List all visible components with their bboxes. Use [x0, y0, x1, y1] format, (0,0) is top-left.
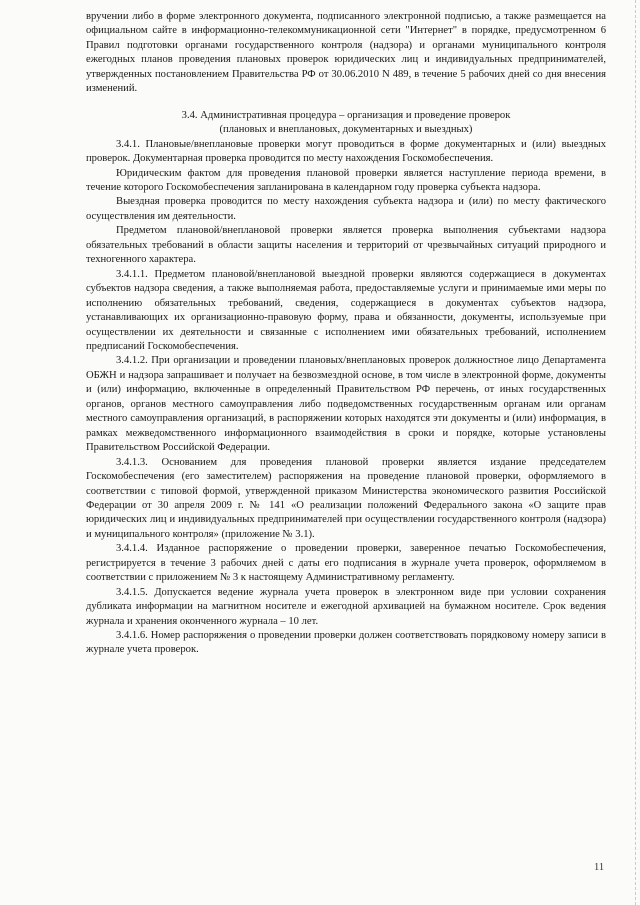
paragraph-legal-fact: Юридическим фактом для проведения плановой проверки является наступление периода времени, в течение которого Госкомобеспечения запланирована в календарном году проверка субъекта надзора.	[86, 167, 606, 193]
paragraph-3-4-1-6: 3.4.1.6. Номер распоряжения о проведении проверки должен соответствовать порядковому номеру записи в журнале учета проверок.	[86, 630, 606, 656]
paragraph-3-4-1-5: 3.4.1.5. Допускается ведение журнала учета проверок в электронном виде при условии сохранения дубликата информации на магнитном носителе и ежегодной архивацией на бумажном носителе. Срок ведения журнала и хранения оконченного журнала – 10 лет.	[86, 586, 606, 627]
paragraph-onsite-inspection: Выездная проверка проводится по месту нахождения субъекта надзора и (или) по месту фактического осуществления им деятельности.	[86, 196, 606, 222]
paragraph-3-4-1-1: 3.4.1.1. Предметом плановой/внеплановой выездной проверки являются содержащиеся в документах субъектов надзора сведения, а также выполняемая работа, предоставляемые услуги и принимаемые ими меры по исполнению обязательных требований, сведения, содержащиеся в документах субъектов надзора, устанавливающих их организационно-правовую форму, права и обязанности, документы, используемые при осуществлении их деятельности и связанные с исполнением ими обязательных требований, исполнением предписаний Госкомобеспечения.	[86, 268, 606, 352]
paragraph-3-4-1: 3.4.1. Плановые/внеплановые проверки могут проводиться в форме документарных и (или) выездных проверок. Документарная проверка проводится по месту нахождения Госкомобеспечения.	[86, 138, 606, 165]
paragraph-3-4-1-2: 3.4.1.2. При организации и проведении плановых/внеплановых проверок должностное лицо Департамента ОБЖН и надзора запрашивает и получает на безвозмездной основе, в том числе в электронной форме, документы и (или) информацию, включенные в определенный Правительством РФ перечень, от иных государственных органов, органов местного самоуправления либо подведомственных государственным органам или органам местного самоуправления организаций, в распоряжении которых находятся эти документы и (или) информация, в рамках межведомственного информационного взаимодействия в сроки и порядке, которые установлены Правительством Российской Федерации.	[86, 355, 606, 454]
section-heading: 3.4. Административная процедура – организация и проведение проверок	[181, 109, 511, 121]
section-subheading: (плановых и внеплановых, документарных и выездных)	[219, 124, 473, 136]
paragraph-3-4-1-4: 3.4.1.4. Изданное распоряжение о проведении проверки, заверенное печатью Госкомобеспечения, регистрируется в течение 3 рабочих дней с даты его подписания в журнале учета проверок, оформляемом в соответствии с приложением № 3 к настоящему Административному регламенту.	[86, 543, 606, 584]
paragraph-inspection-subject: Предметом плановой/внеплановой проверки является проверка выполнения субъектами надзора обязательных требований в области защиты населения и территорий от чрезвычайных ситуаций природного и техногенного характера.	[86, 225, 606, 266]
page-number: 11	[594, 862, 605, 873]
paragraph-3-4-1-3: 3.4.1.3. Основанием для проведения плановой проверки является издание председателем Госкомобеспечения (его заместителем) распоряжения на проведение плановой проверки, оформляемого в соответствии с типовой формой, утвержденной приказом Министерства экономического развития Российской Федерации от 30 апреля 2009 г. № 141 «О реализации положений Федерального закона «О защите прав юридических лиц и индивидуальных предпринимателей при осуществлении государственного контроля (надзора) и муниципального контроля» (приложение № 3.1).	[86, 456, 606, 540]
page-edge	[634, 0, 636, 905]
document-body	[86, 10, 606, 658]
paragraph-continuation: вручении либо в форме электронного документа, подписанного электронной подписью, а также размещается на официальном сайте в информационно-телекоммуникационной сети "Интернет" в порядке, предусмотренном 6 Правил подготовки органами государственного контроля (надзора) и органами муниципального контроля ежегодных планов проведения плановых проверок юридических лиц и индивидуальных предпринимателей, утвержденных постановлением Правительства РФ от 30.06.2010 N 489, в течение 5 рабочих дней со дня внесения изменений.	[86, 11, 606, 95]
